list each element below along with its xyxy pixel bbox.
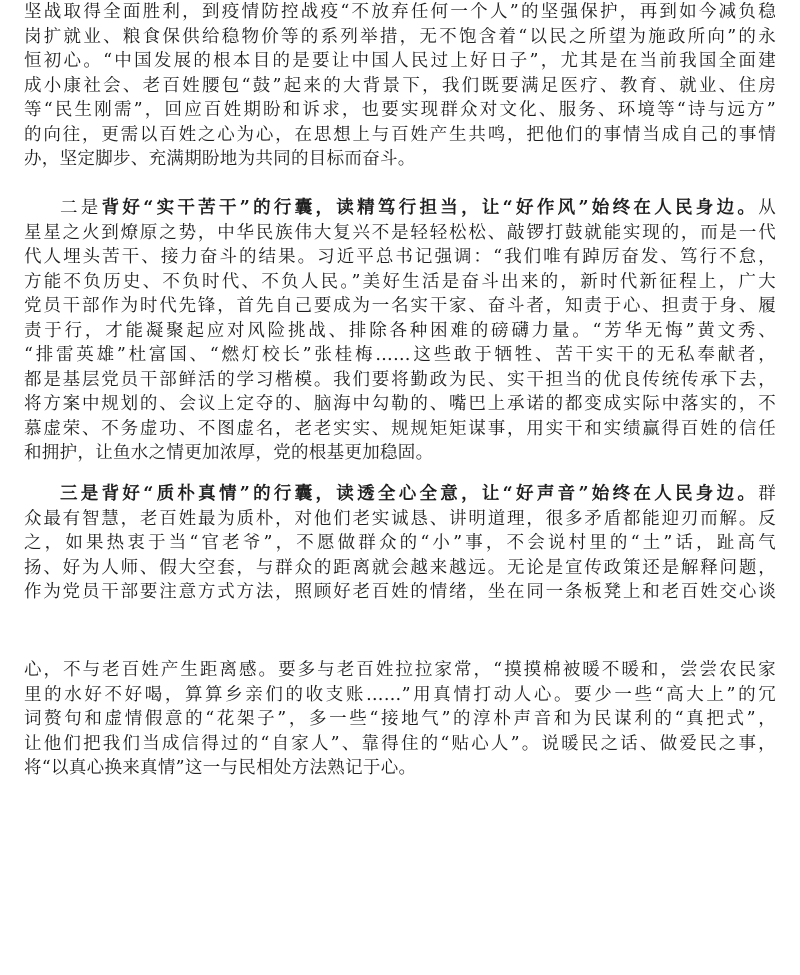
text-line: 的向往，更需以百姓之心为心，在思想上与百姓产生共鸣，把他们的事情当成自己的事情	[24, 124, 776, 145]
paragraph-lead-prefix: 二是	[60, 198, 102, 218]
text-line: 岗扩就业、粮食保供给稳物价等的系列举措，无不饱含着“以民之所望为施政所向”的永	[24, 26, 776, 47]
text-line: 和拥护，让鱼水之情更加浓厚，党的根基更加稳固。	[24, 443, 434, 463]
text-line: 坚战取得全面胜利，到疫情防控战疫“不放弃任何一个人”的坚强保护，再到如今减负稳	[24, 2, 776, 22]
text-line: “排雷英雄”杜富国、“燃灯校长”张桂梅……这些敢于牺牲、苦干实干的无私奉献者，	[24, 345, 776, 365]
paragraph-first-rest: 从	[758, 198, 776, 218]
text-line: 星星之火到燎原之势，中华民族伟大复兴不是轻轻松松、敲锣打鼓就能实现的，而是一代	[24, 222, 776, 243]
text-line: 等“民生刚需”，回应百姓期盼和诉求，也要实现群众对文化、服务、环境等“诗与远方”	[24, 100, 776, 120]
text-line: 都是基层党员干部鲜活的学习楷模。我们要将勤政为民、实干担当的优良传统传承下去，	[24, 369, 776, 390]
text-line: 之，如果热衷于当“官老爷”，不愿做群众的“小”事，不会说村里的“土”话，趾高气	[24, 533, 776, 553]
text-line: 方能不负历史、不负时代、不负人民。”美好生活是奋斗出来的，新时代新征程上，广大	[24, 271, 776, 292]
text-line: 恒初心。“中国发展的根本目的是要让中国人民过上好日子”，尤其是在当前我国全面建	[24, 51, 776, 71]
text-line: 将方案中规划的、会议上定夺的、脑海中勾勒的、嘴巴上承诺的都变成实际中落实的，不	[24, 394, 776, 414]
paragraph-2	[24, 196, 776, 466]
text-line: 责于行，才能凝聚起应对风险挑战、排除各种困难的磅礴力量。“芳华无悔”黄文秀、	[24, 320, 776, 341]
paragraph-first-line	[24, 196, 776, 221]
paragraph-lead-prefix: 三是	[60, 484, 102, 504]
text-line: 心，不与老百姓产生距离感。要多与老百姓拉拉家常，“摸摸棉被暖不暖和，尝尝农民家	[24, 660, 776, 680]
text-line: 作为党员干部要注意方式方法，照顾好老百姓的情绪，坐在同一条板凳上和老百姓交心谈	[24, 582, 776, 602]
paragraph-first-rest: 群	[758, 484, 776, 504]
text-line: 将“以真心换来真情”这一与民相处方法熟记于心。	[24, 758, 417, 778]
text-line: 词赘句和虚情假意的“花架子”，多一些“接地气”的淳朴声音和为民谋利的“真把式”，	[24, 709, 776, 729]
paragraph-3	[24, 482, 776, 605]
paragraph-lead-heading: 背好“质朴真情”的行囊，读透全心全意，让“好声音”始终在人民身边。	[101, 484, 759, 504]
paragraph-lead-heading: 背好“实干苦干”的行囊，读精笃行担当，让“好作风”始终在人民身边。	[101, 198, 759, 218]
text-line: 扬、好为人师、假大空套，与群众的距离就会越来越远。无论是宣传政策还是解释问题，	[24, 557, 776, 578]
text-line: 党员干部作为时代先锋，首先自己要成为一名实干家、奋斗者，知责于心、担责于身、履	[24, 296, 776, 316]
text-line: 众最有智慧，老百姓最为质朴，对他们老实诚恳、讲明道理，很多矛盾都能迎刃而解。反	[24, 508, 776, 529]
text-line: 慕虚荣、不务虚功、不图虚名，老老实实、规规矩矩谋事，用实干和实绩赢得百姓的信任	[24, 418, 776, 439]
text-line: 代人埋头苦干、接力奋斗的结果。习近平总书记强调：“我们唯有踔厉奋发、笃行不怠，	[24, 247, 776, 267]
paragraph-1	[24, 0, 776, 172]
text-line: 办，坚定脚步、充满期盼地为共同的目标而奋斗。	[24, 149, 416, 169]
paragraph-first-line	[24, 482, 776, 507]
paragraph-4	[24, 658, 776, 781]
text-line: 里的水好不好喝，算算乡亲们的收支账……”用真情打动人心。要少一些“高大上”的冗	[24, 684, 776, 705]
text-line: 成小康社会、老百姓腰包“鼓”起来的大背景下，我们既要满足医疗、教育、就业、住房	[24, 75, 776, 96]
text-line: 让他们把我们当成信得过的“自家人”、靠得住的“贴心人”。说暖民之话、做爱民之事，	[24, 733, 776, 754]
